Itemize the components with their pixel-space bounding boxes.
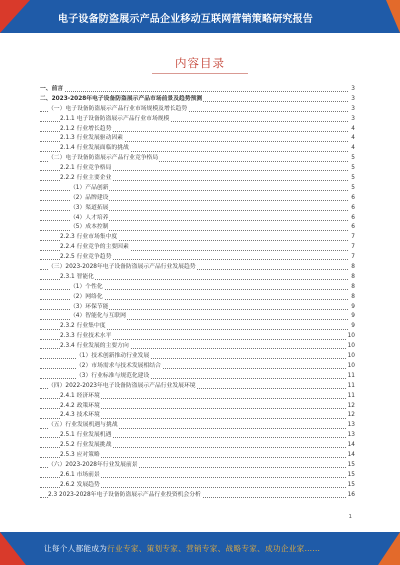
toc-entry-title[interactable]: 2.2.3 行业市场集中度 <box>60 233 118 243</box>
toc-entry-page: 15 <box>347 471 355 481</box>
toc-entry[interactable] <box>40 243 355 253</box>
toc-entry-page: 11 <box>347 382 355 392</box>
toc-entry-page: 9 <box>350 303 355 313</box>
toc-entry[interactable] <box>40 154 355 164</box>
toc-entry[interactable] <box>40 322 355 332</box>
toc-entry-title[interactable]: 2.2.1 行业竞争格局 <box>60 164 112 174</box>
toc-entry-page: 4 <box>350 125 355 135</box>
footer-slogan: 行业专家、策划专家、营销专家、战略专家、成功企业家…… <box>107 544 321 553</box>
toc-entry-page: 16 <box>347 491 355 501</box>
toc-entry-page: 13 <box>347 431 355 441</box>
toc-entry-title[interactable]: 2.3.3 行业技术水平 <box>60 332 112 342</box>
toc-entry-page: 12 <box>347 411 355 421</box>
toc-entry-page: 6 <box>350 214 355 224</box>
toc-entry-page: 3 <box>350 105 355 115</box>
toc-entry-title[interactable]: 2.3.4 行业发展的主要方向 <box>60 342 130 352</box>
toc-entry-page: 8 <box>350 283 355 293</box>
toc-entry-title[interactable]: 2.2.2 行业主要企业 <box>60 174 112 184</box>
toc-entry[interactable] <box>40 134 355 144</box>
toc-entry[interactable] <box>40 332 355 342</box>
toc-entry-page: 5 <box>350 164 355 174</box>
toc-entry[interactable] <box>40 352 355 362</box>
toc-entry-title[interactable]: 2.1.2 行业增长趋势 <box>60 125 112 135</box>
toc-title: 内容目录 <box>175 56 225 70</box>
toc-entry[interactable] <box>40 342 355 352</box>
toc-entry[interactable] <box>40 273 355 283</box>
toc-entry-title[interactable]: （五）行业发展机遇与挑战 <box>48 421 119 431</box>
toc-entry[interactable] <box>40 362 355 372</box>
toc-entry-title[interactable]: （4）智能化与互联网 <box>70 312 127 322</box>
toc-entry[interactable] <box>40 411 355 421</box>
toc-entry-page: 4 <box>350 144 355 154</box>
toc-entry-title[interactable]: （二）电子设备防盗展示产品行业竞争格局 <box>48 154 159 164</box>
toc-entry[interactable] <box>40 461 355 471</box>
footer-corner-accent-left <box>0 532 26 565</box>
toc-entry[interactable] <box>40 164 355 174</box>
toc-entry-page: 12 <box>347 402 355 412</box>
toc-entry-title[interactable]: （2）品牌建设 <box>70 194 109 204</box>
toc-entry[interactable] <box>40 253 355 263</box>
toc-entry-page: 7 <box>350 243 355 253</box>
toc-entry-title[interactable]: （4）人才培养 <box>70 214 109 224</box>
toc-entry-page: 8 <box>350 273 355 283</box>
toc-entry-title[interactable]: （3）行业标准与规范化建设 <box>76 372 150 382</box>
toc-entry[interactable] <box>40 184 355 194</box>
toc-entry-title[interactable]: 2.1.3 行业发展驱动因素 <box>60 134 124 144</box>
toc-entry-title[interactable]: 2.4.2 政策环境 <box>60 402 101 412</box>
header-corner-accent-left <box>0 0 30 33</box>
toc-entry-page: 5 <box>350 154 355 164</box>
toc-entry[interactable] <box>40 402 355 412</box>
toc-entry[interactable] <box>40 451 355 461</box>
toc-entry-page: 10 <box>347 352 355 362</box>
toc-entry-title[interactable]: 2.1.4 行业发展面临的挑战 <box>60 144 130 154</box>
toc-entry-title[interactable]: 2.4.3 技术环境 <box>60 411 101 421</box>
toc-entry-title[interactable]: （三）2023-2028年电子设备防盗展示产品行业发展趋势 <box>48 263 197 273</box>
toc-title-underline <box>152 73 248 74</box>
toc-entry-title[interactable]: （1）产品创新 <box>70 184 109 194</box>
toc-entry-page: 15 <box>347 461 355 471</box>
toc-entry-page: 14 <box>347 451 355 461</box>
toc-entry-page: 7 <box>350 253 355 263</box>
toc-entry[interactable] <box>40 471 355 481</box>
toc-entry-page: 6 <box>350 204 355 214</box>
toc-entry-title[interactable]: 2.5.3 应对策略 <box>60 451 101 461</box>
toc-entry-title[interactable]: （3）环保节能 <box>70 303 109 313</box>
toc-entry[interactable] <box>40 303 355 313</box>
toc-entry-page: 9 <box>350 312 355 322</box>
toc-entry-page: 5 <box>350 174 355 184</box>
toc-entry-title[interactable]: 2.5.1 行业发展机遇 <box>60 431 112 441</box>
toc-entry-page: 10 <box>347 342 355 352</box>
toc-entry-title[interactable]: 一、前言 <box>40 85 64 95</box>
toc-entry[interactable] <box>40 382 355 392</box>
toc-entry[interactable] <box>40 421 355 431</box>
toc-entry-title[interactable]: （四）2022-2023年电子设备防盗展示产品行业发展环境 <box>48 382 197 392</box>
toc-entry-page: 5 <box>350 184 355 194</box>
toc-entry-page: 15 <box>347 481 355 491</box>
toc-entry[interactable] <box>40 431 355 441</box>
toc-entry-page: 13 <box>347 421 355 431</box>
toc-entry-page: 10 <box>347 362 355 372</box>
toc-entry[interactable] <box>40 263 355 273</box>
toc-entry-title[interactable]: 2.6.2 发展趋势 <box>60 481 101 491</box>
toc-entry[interactable] <box>40 105 355 115</box>
toc-entry-title[interactable]: （1）个性化 <box>70 283 104 293</box>
toc-entry[interactable] <box>40 293 355 303</box>
toc-entry-title[interactable]: （3）渠道拓展 <box>70 204 109 214</box>
toc-entry-title[interactable]: （2）市场需求与技术发展相结合 <box>76 362 162 372</box>
toc-entry-title[interactable]: （5）成本控制 <box>70 223 109 233</box>
toc-entry-page: 8 <box>350 293 355 303</box>
toc-entry[interactable] <box>40 125 355 135</box>
toc-entry-title[interactable]: 2.2.5 行业竞争趋势 <box>60 253 112 263</box>
toc-entry-page: 14 <box>347 441 355 451</box>
toc-entry-title[interactable]: （六）2023-2028年行业发展前景 <box>48 461 139 471</box>
toc-entry[interactable] <box>40 194 355 204</box>
toc-entry-title[interactable]: （一）电子设备防盗展示产品行业市场规模及增长趋势 <box>48 105 188 115</box>
toc-entry-page: 3 <box>350 85 355 95</box>
toc-entry-page: 3 <box>350 115 355 125</box>
toc-entry[interactable] <box>40 283 355 293</box>
toc-entry[interactable] <box>40 214 355 224</box>
toc-entry[interactable] <box>40 223 355 233</box>
toc-dot-leader <box>40 91 348 92</box>
toc-entry[interactable] <box>40 95 355 105</box>
toc-entry-title[interactable]: （2）网络化 <box>70 293 104 303</box>
toc-entry[interactable] <box>40 144 355 154</box>
toc-entry-title[interactable]: 二、2023-2028年电子设备防盗展示产品市场前景及趋势预测 <box>40 95 203 105</box>
toc-entry-page: 4 <box>350 134 355 144</box>
toc-entry[interactable] <box>40 392 355 402</box>
toc-entry-page: 11 <box>347 372 355 382</box>
toc-entry[interactable] <box>40 372 355 382</box>
toc-entry-page: 3 <box>350 95 355 105</box>
footer-tagline-lead: 让每个人都能成为 <box>44 544 108 553</box>
toc-entry-page: 9 <box>350 322 355 332</box>
table-of-contents <box>40 85 355 500</box>
header-banner <box>0 0 400 33</box>
toc-entry[interactable] <box>40 312 355 322</box>
toc-entry-title[interactable]: 2.2.4 行业竞争的主要因素 <box>60 243 130 253</box>
toc-entry[interactable] <box>40 481 355 491</box>
toc-entry[interactable] <box>40 441 355 451</box>
toc-entry-page: 11 <box>347 392 355 402</box>
toc-entry-title[interactable]: 2.3.2 行业集中度 <box>60 322 107 332</box>
footer-tagline <box>44 543 384 554</box>
toc-entry-title[interactable]: 2.5.2 行业发展挑战 <box>60 441 112 451</box>
toc-entry-page: 6 <box>350 194 355 204</box>
toc-entry-page: 7 <box>350 233 355 243</box>
report-title: 电子设备防盗展示产品企业移动互联网营销策略研究报告 <box>58 14 313 25</box>
toc-entry-page: 8 <box>350 263 355 273</box>
toc-entry-title[interactable]: 2.1.1 电子设备防盗展示产品行业市场规模 <box>60 115 170 125</box>
toc-entry-page: 10 <box>347 332 355 342</box>
toc-entry-title[interactable]: 2.3 2023-2028年电子设备防盗展示产品行业投资机会分析 <box>48 491 202 501</box>
toc-entry-title[interactable]: 2.3.1 智能化 <box>60 273 95 283</box>
toc-entry-title[interactable]: 2.4.1 经济环境 <box>60 392 101 402</box>
toc-entry[interactable] <box>40 491 355 501</box>
toc-entry[interactable] <box>40 174 355 184</box>
toc-entry-page: 6 <box>350 223 355 233</box>
toc-entry[interactable] <box>40 233 355 243</box>
toc-entry[interactable] <box>40 85 355 95</box>
toc-entry-title[interactable]: （1）技术创新推动行业发展 <box>76 352 150 362</box>
toc-entry-title[interactable]: 2.6.1 市场前景 <box>60 471 101 481</box>
toc-entry[interactable] <box>40 204 355 214</box>
footer-banner <box>0 532 400 565</box>
page-number: 1 <box>348 514 352 520</box>
footer-corner-accent-right <box>378 532 400 565</box>
header-corner-accent-right <box>386 0 400 33</box>
toc-entry[interactable] <box>40 115 355 125</box>
